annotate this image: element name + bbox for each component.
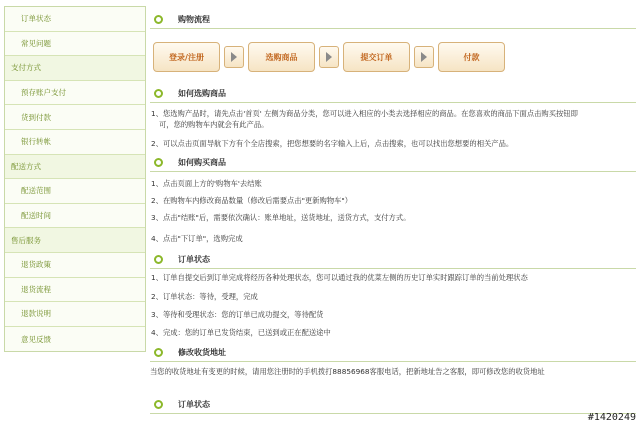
sidebar-item-refund-info[interactable]: 退款说明	[5, 302, 145, 327]
section-title: 如何选购商品	[178, 89, 226, 98]
arrow-right-icon	[224, 46, 244, 68]
text-line: 3、等待和受理状态：您的订单已成功提交，等待配货	[151, 310, 324, 319]
help-sidebar	[4, 6, 146, 352]
bullet-circle-icon	[154, 348, 163, 357]
section-header-shopping-flow	[150, 11, 636, 29]
step-login-register: 登录/注册	[153, 42, 220, 72]
watermark: #1420249	[587, 412, 636, 423]
sidebar-item-delivery-time[interactable]: 配送时间	[5, 204, 145, 229]
text-line: 可，您的购物车内就会有此产品。	[159, 120, 269, 129]
text-line: 当您的收货地址有变更的时候，请用您注册时的手机拨打88856968客服电话，把新地址告之客服，即可修改您的收货地址	[150, 367, 545, 376]
sidebar-item-cash-on-delivery[interactable]: 货到付款	[5, 105, 145, 130]
sidebar-item-delivery-range[interactable]: 配送范围	[5, 179, 145, 204]
bullet-circle-icon	[154, 255, 163, 264]
sidebar-item-return-process[interactable]: 退货流程	[5, 278, 145, 303]
step-payment: 付款	[438, 42, 505, 72]
sidebar-item-prepaid-account[interactable]: 预存账户支付	[5, 81, 145, 106]
section-header-order-status-2	[150, 396, 636, 414]
text-line: 1、点击页面上方的'购物车'去结账	[151, 179, 262, 188]
section-title: 订单状态	[178, 255, 210, 264]
section-header-how-to-buy	[150, 154, 636, 172]
section-title: 修改收货地址	[178, 348, 226, 357]
section-header-order-status	[150, 251, 636, 269]
step-choose-goods: 选购商品	[248, 42, 315, 72]
shopping-flow-steps	[153, 42, 633, 72]
text-line: 2、在购物车内修改商品数量（修改后需要点击"更新购物车"）	[151, 196, 353, 205]
text-line: 3、点击"结账"后，需要依次确认：账单地址，送货地址，送货方式，支付方式。	[151, 213, 411, 222]
sidebar-item-return-policy[interactable]: 退货政策	[5, 253, 145, 278]
bullet-circle-icon	[154, 400, 163, 409]
text-line: 2、可以点击页面导航下方有个全店搜索，把您想要的名字输入上后，点击搜索，也可以找出您想要的相关产品。	[151, 139, 514, 148]
arrow-right-icon	[414, 46, 434, 68]
bullet-circle-icon	[154, 158, 163, 167]
bullet-circle-icon	[154, 89, 163, 98]
sidebar-item-bank-transfer[interactable]: 银行转帐	[5, 130, 145, 155]
section-header-modify-address	[150, 344, 636, 362]
sidebar-item-order-status[interactable]: 订单状态	[5, 7, 145, 32]
text-line: 4、完成：您的订单已发货结束，已送到或正在配送途中	[151, 328, 331, 337]
sidebar-category-delivery[interactable]: 配送方式	[5, 155, 145, 180]
help-content	[150, 0, 636, 427]
sidebar-category-payment[interactable]: 支付方式	[5, 56, 145, 81]
section-title: 订单状态	[178, 400, 210, 409]
text-line: 2、订单状态：等待，受理，完成	[151, 292, 258, 301]
sidebar-category-after-sales[interactable]: 售后服务	[5, 228, 145, 253]
section-title: 购物流程	[178, 15, 210, 24]
text-line: 1、订单自提交后到订单完成将经历各种处理状态，您可以通过我的优菜左侧的历史订单实时跟踪订单的当前处理状态	[151, 273, 528, 282]
text-line: 1、您选购产品时，请先点击'首页' 左侧为商品分类，您可以进入相应的小类去选择相应的商品。在您喜欢的商品下面点击购买按钮即	[151, 109, 578, 118]
section-header-how-to-choose	[150, 85, 636, 103]
section-title: 如何购买商品	[178, 158, 226, 167]
sidebar-item-feedback[interactable]: 意见反馈	[5, 327, 145, 352]
arrow-right-icon	[319, 46, 339, 68]
sidebar-item-faq[interactable]: 常见问题	[5, 32, 145, 57]
bullet-circle-icon	[154, 15, 163, 24]
text-line: 4、点击"下订单"，选购完成	[151, 234, 243, 243]
step-submit-order: 提交订单	[343, 42, 410, 72]
